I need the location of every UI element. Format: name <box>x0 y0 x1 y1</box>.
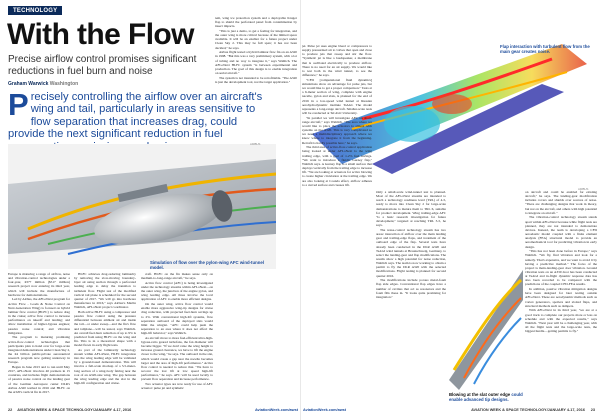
pylon-wing-simulation-image <box>8 144 276 269</box>
outer-wing-caption-lead: Blowing at the slat outer edge <box>449 392 511 397</box>
body-column-6 <box>525 190 597 405</box>
col2-para: As part of the laminarity technology stream within AFLoNext, HLFC integration into the wing leading edge will be validated by a ground-based demonstration. This will involve a full-scale mockup of a 5.5-meter-long section of a wing-body fairing near the root of an A320-size wing. The gap between the wing leading edge and the slat in the high-lift configuration and cruise. <box>74 347 136 386</box>
col6-para: In addition, passive vibration mitigation designs have been designed for later testing outside AFLoNext. These are aerodynamic methods such as vortex generators, spoilers and slotted flaps, and structural methods such as dampers. <box>525 287 597 308</box>
col1-para: The program is maturing promising active-flow-control technologies that participants plan to hand over for large-scale integrated demonstrations under Clean Sky 2, the €4 billion public-private aeronautical research program now getting underway in Europe. <box>8 335 70 365</box>
page-number-right: 23 <box>590 408 595 412</box>
col5-para: The noise-control technology stream has two areas: interaction of airflow over the main landing gear and trailing-edge flaps, and treatment of the outboard edge of the flap. Several tests have already been conducted in the DLR A320 and TsAGI wind tunnels at Braunschweig, Germany, to select the landing-gear and flap modifications. The results show a high potential for noise reduction, Wahlich says. The team is now working to obtain a permit to fly the DLR A320 with the selected modifications. Flight testing is planned for second quarter 2016. <box>376 227 446 278</box>
col5-para: Only a small-scale wind-tunnel test is planned. Most of the AFLoNext streams are intended to reach a technology readiness level (TRL) of 4-5, ready to move into Clean Sky 2 for large-scale demonstrations to mature them to TRL 6, suitable for product development. Wing trailing-edge AFC "is a basic research investigation for future development," targeted at reaching TRL 3-5, he says. <box>376 190 446 228</box>
col6-para: With AFLoNext in its third year, "we are at a good track to complete our projects more or less on schedule and with the expected results," says Wahlich. "Next year will be a challenging year, with all the flight tests and the large-scale tests, the biggest hurdle—getting permits to fly." <box>525 308 597 334</box>
body-column-4 <box>302 44 372 406</box>
mid-para: As aircraft move to more fuel-efficient ultra-high-bypass-ratio geared turbofans, the fan diameter will become bigger. "If we don't raise the wing height to increase ground clearance, we have to lift the engine closer to the wing," he says. The outboard in the slat, which would create a gap near the nacelle becomes larger and the area of high-lift performance." Active flow control is needed to reduce that. "We have to recover the lost lift at low speed high-lift performance," he says. AFC will be used locally to prevent flow separation and increase performance. <box>141 335 213 382</box>
body-column-5 <box>376 190 446 405</box>
body-column-2 <box>74 272 136 405</box>
col6-para: "This has not been done before in Europe," says Wahlich. "We fly, find vibration and look for a remedy. That's expensive, and we want to avoid it by having a predictive method." The focus of the project is main-landing-gear door vibration. Ground vibration tests on an A330 door has been conducted at TsAGI and in-flight dynamic response data has also been recorded to be compared with the predictions of the coupled CFD-FEA results. <box>525 249 597 287</box>
flap-photo-credit: AIRBUS <box>578 187 589 191</box>
web-link-left[interactable]: AviationWeek.com/awst <box>254 408 298 412</box>
article-deck: Precise airflow control promises significant reductions in fuel burn and noise <box>8 54 197 77</box>
outer-wing-caption <box>449 392 524 402</box>
col5-para: The modifications include porous metal-foam flap side edges. Conventional flap edges have a number of cavities that act as resonators and the foam fills these in. "It looks quite promising for integration." <box>376 278 446 299</box>
mid-para: On the outer wing, active flow control would enable more aggressive wing-tip designs for cruise drag reduction, with projected fuel-burn savings up to 2%. With conventional high-lift systems, flow separation outboard of the deployed slats would limit the winglet. "AFC could help push the separation to an area where it does not affect the high-lift behavior," says Wahlich. <box>141 302 213 336</box>
footer-right <box>303 408 595 418</box>
lede-text: recisely controlling the airflow over an aircraft's wing and tail, particularly in areas sensitive to flow separation that increases drag, could provide the next significant reduction in fuel <box>8 91 263 141</box>
web-link-right[interactable]: AviationWeek.com/awst <box>303 408 347 412</box>
section-tag: TECHNOLOGY <box>8 6 62 15</box>
body-column-top-mid <box>215 16 297 144</box>
col6-para: The vibration-control technology stream stands apart within AFLoNext because while flight tests are planned, they are not intended to demonstrate devices. Instead, the team is developing a CFD aeroelastic model coupled with a finite element analysis (FEA) structural model to provide an aeromechanical tool for predicting vibration in early design. <box>525 215 597 249</box>
col1-para: Europe is maturing a range of airflow, noise and vibration-control technologies under a four-year, €377 million ($517 million) research project now entering its third year, which will include the manufacture of hardware for demonstrations. <box>8 272 70 297</box>
flap-caption <box>500 44 595 54</box>
col3-para: "This is just a demo, to get a feeling for integration, and the outer wing is more critical because of the limited space available. It will be an enabler for a future project under Clean Sky 2. This may be full span; it has not been decided," he says. <box>215 28 297 50</box>
body-column-3 <box>141 272 213 405</box>
body-column-1 <box>8 272 70 405</box>
author-name: Graham Warwick <box>8 81 49 87</box>
drop-cap: P <box>8 87 29 122</box>
footer-left <box>8 408 298 418</box>
flap-caption-text: Flap interaction with turbulent flow from the main gear creates noise. <box>500 44 590 55</box>
pylon-photo-credit: AIRBUS <box>250 142 261 146</box>
dateline: Washington <box>49 81 79 87</box>
mid-para: Two actuator types are now ready for use of AFC actuator: pulse jet and synthetic <box>141 382 213 391</box>
col1-para: Begun in June 2013 and to run until May 2017, AFLoNext involves 40 partners in 15 countries, and includes flight demonstrations of passive noise control on the landing gear of the German Aerospace center DLR's Airbus A320 testbed in 2016 and HLFC on the A320's vertical fin in 2017. <box>8 364 70 394</box>
publication-right: AVIATION WEEK & SPACE TECHNOLOGY/JANUARY 4-17, 2016 <box>471 408 585 412</box>
col3-para: The system is not intended to be retrofittable. "The A320 is just the development tool, not the target application." <box>215 75 297 84</box>
col3-para: tem, wing ice protection system and a deployable Kruger flap to shield the perforated panel from contamination by insect impacts. <box>215 16 297 29</box>
col4-para: The third area of active-flow-control application being looked at under AFLoNext is the wing trailing edge, with a goal of 1-2% fuel savings. "We want to introduce a fluidic Gurney flap," Wahlich says. A Gurney flap is a small surface that deploys vertically from the trailing edge to increase lift. "We are looking at actuators for active blowing to create higher circulation at the trailing edge. We are also looking at Coanda effect, airflow adheres to a curved surface and creases lift. <box>302 145 372 187</box>
mid-para: craft. HLFC on the fin makes sense only on medium-to-long-range aircraft," he says. <box>141 272 213 281</box>
pylon-caption-text: Simulation of flow over the pylon-wing AFC wind-tunnel model. <box>150 260 264 271</box>
publication-left: AVIATION WEEK & SPACE TECHNOLOGY/JANUARY 4-17, 2016 <box>17 408 132 412</box>
col4-para: "In parallel we will investigate AFC on short-range aircraft," says Wahlich. "The area where we would like to place the actuators is almost with systems on the A320. This is very complicated so we need a multidisciplinary approach where we know where to integrate it from the beginning. Retrofit is hardly possible here," he says. <box>302 115 372 145</box>
pylon-caption <box>150 260 270 270</box>
page-number-left: 22 <box>8 408 13 412</box>
outer-wing-slat-image <box>449 260 523 390</box>
col2-para: HLFC achieves drag-reducing laminarity by removing the slow-moving boundary-layer air using suction through a perforated leading edge to delay the transition to turbulent flow. Flight test of the modified vertical tail plane is scheduled for the second quarter of 2017. "We will go into hardware manufacture in 2016," says Airbus's Martin Wahlich, AFLoNext project coordinator. <box>74 272 136 310</box>
article-title: With the Flow <box>7 18 194 51</box>
col1-para: Led by Airbus, the AFLoNext program for Active Flow - Loads & Noise Control on Next-Generation Wing) is focused on hybrid laminar flow control (HLFC) to reduce drag in the cruise; active flow control to increase performance on takeoff and landing; and allow installation of higher-bypass engines; passive noise control; and vibration mitigation. <box>8 297 70 335</box>
mid-para: Active flow control (AFC) is being investigated under the technology streams within AFLoNext—on the outer wing, the junction of the engine pylon, and wing leading edge. All three involve the local application of AFC to enable more efficient designs. <box>141 280 213 302</box>
col4-para: jet. Pulse jet uses engine bleed or compressors to supply pressurized air to valves that open and close to produce jets that sweep and stir the flow. "Synthetic jet is like a loudspeaker, a membrane that is oscillated electrically to produce airflow. There is no need for an air supply. We would like to test both in the wind tunnel, to see the difference," he says. <box>302 44 372 78</box>
col2-para: Both active HLFC using a compressor and passive flow control using the pressure differential between ambient air and inside the tail—or under sweep—and the fin's flaw and tailplane—will be tested, says Wahlich. An overall fuel-burn reduction of up to 9% is predicted from using HLFC on the wing and fin. This is in a theoretical shape with a model flown in early flight tests. <box>74 309 136 348</box>
page-gutter <box>300 0 301 420</box>
outer-wing-caption-rest: could enable advanced tip designs. <box>449 392 523 403</box>
col4-para: "CFD [computational fluid dynamics] simulations show an advantage for pulse jets, but we would like to get a proper comparison." Tests at a 6-meter section of wing, complete with engine nacelle, pylon and slats, is planned for the end of 2016 in a low-speed wind tunnel at Russian aerohydrodynamic institute TsAGI. The model represents a long-range aircraft. Smaller-scale tests will be conducted at Tel Aviv University. <box>302 77 372 115</box>
col3-para: Airbus flight tested a hybrid laminar flow fin on an A320 in 1998. "But this was a very preliminary system, with a lot of tubing and no way to integrate it," says Wahlich. The AFLoNext HLFC system "is between experimental and production. The goal of this design is to enable integration on serial aircraft." <box>215 50 297 76</box>
col6-para: on aircraft and could be enabled for existing aircraft," he says. The landing-gear modification includes covers and shields over sources of noise. "There are challenging designs that work in theory, but not on the aircraft, and others with high potential to integrate on aircraft." <box>525 190 597 215</box>
